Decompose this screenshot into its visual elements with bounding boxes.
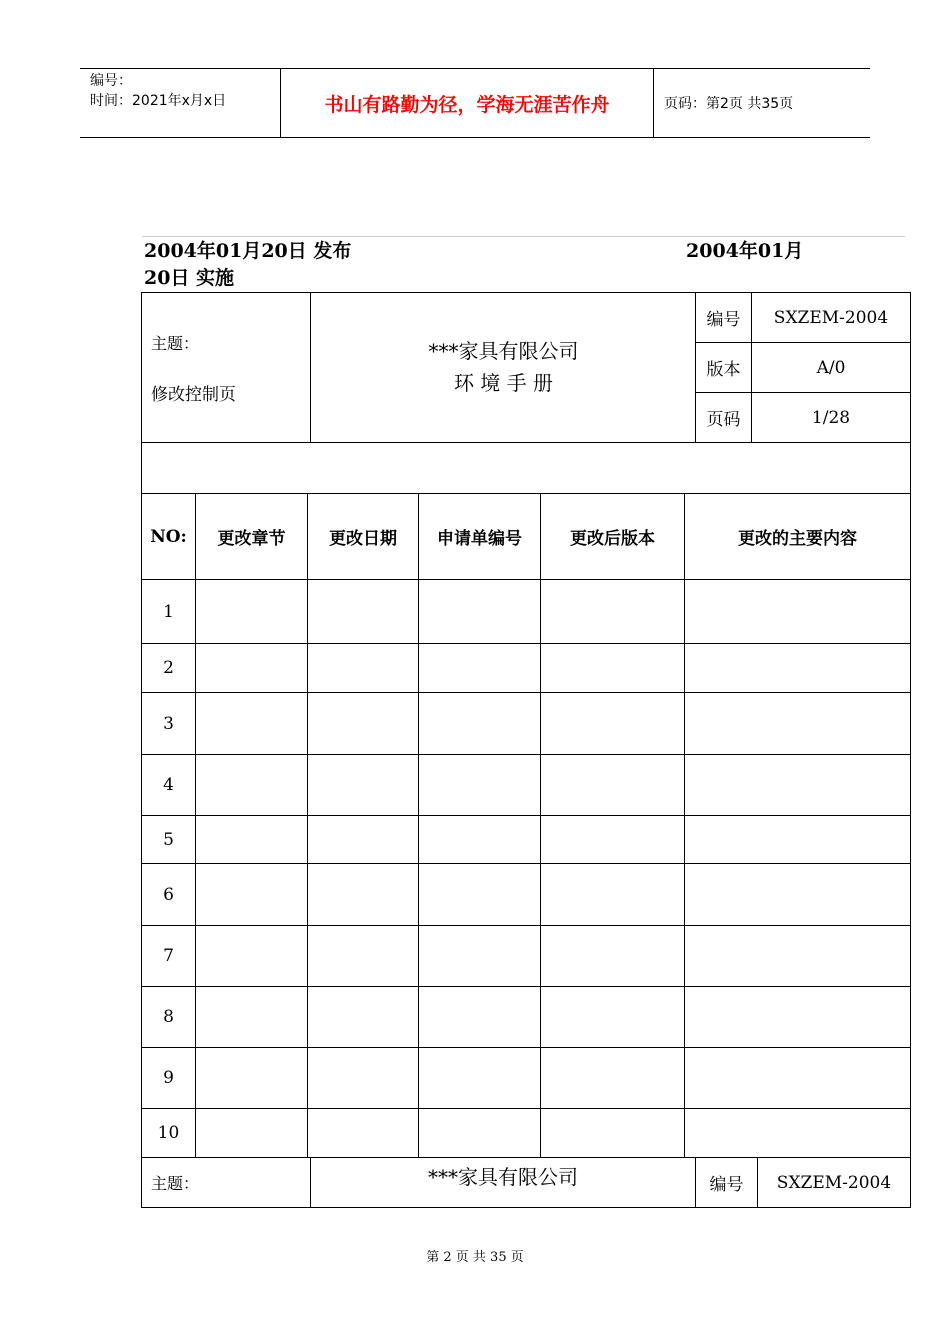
table-rule — [141, 1047, 911, 1048]
header-page-info: 页码：第2页 共35页 — [664, 96, 794, 112]
field-label-page: 页码 — [706, 410, 741, 430]
bottom-number-label: 编号 — [709, 1175, 744, 1195]
table-rule — [141, 815, 911, 816]
table-row-number: 4 — [163, 775, 174, 795]
field-value-page: 1/28 — [811, 407, 851, 428]
table-rule — [141, 1108, 911, 1109]
effective-date-part1: 2004年01月 — [686, 240, 804, 262]
table-rule — [141, 442, 911, 443]
table-border — [910, 292, 911, 1208]
table-rule — [141, 643, 911, 644]
table-rule — [141, 1207, 911, 1208]
document-title-block — [311, 292, 696, 442]
column-header: NO: — [150, 526, 187, 547]
subject-value: 修改控制页 — [151, 384, 236, 405]
company-name: ***家具有限公司 — [428, 339, 579, 363]
column-header: 更改日期 — [329, 529, 397, 549]
table-rule — [141, 692, 911, 693]
table-rule — [684, 493, 685, 1157]
table-row-number: 10 — [157, 1123, 180, 1143]
subject-label: 主题： — [151, 333, 200, 353]
page-header — [80, 68, 870, 138]
column-header: 申请单编号 — [437, 529, 522, 549]
field-value-version: A/0 — [816, 357, 846, 378]
header-slogan: 书山有路勤为径，学海无涯苦作舟 — [281, 69, 654, 137]
table-rule — [418, 493, 419, 1157]
manual-title: 环 境 手 册 — [453, 371, 554, 395]
table-rule — [307, 493, 308, 1157]
field-label-version: 版本 — [706, 360, 741, 380]
field-label-number: 编号 — [706, 310, 741, 330]
table-row-number: 2 — [163, 658, 174, 678]
table-rule — [141, 579, 911, 580]
header-number-label: 编号： — [90, 73, 132, 89]
divider — [142, 236, 905, 237]
field-value-number: SXZEM-2004 — [773, 307, 889, 328]
bottom-number-value: SXZEM-2004 — [776, 1172, 892, 1193]
page-footer: 第 2 页 共 35 页 — [426, 1250, 524, 1265]
table-row-number: 1 — [163, 601, 174, 622]
header-time: 时间：2021年x月x日 — [90, 93, 227, 109]
table-rule — [141, 925, 911, 926]
table-rule — [141, 754, 911, 755]
column-header: 更改后版本 — [570, 529, 655, 549]
column-header: 更改的主要内容 — [738, 529, 857, 549]
table-rule — [540, 493, 541, 1157]
table-row-number: 8 — [163, 1007, 174, 1027]
bottom-subject-label: 主题： — [151, 1174, 200, 1193]
table-row-number: 5 — [163, 829, 174, 850]
table-row-number: 6 — [163, 884, 174, 905]
effective-date-part2: 20日 实施 — [144, 267, 235, 289]
header-meta — [80, 69, 281, 137]
bottom-company-name: ***家具有限公司 — [428, 1165, 578, 1189]
table-row-number: 3 — [163, 713, 174, 734]
table-rule — [141, 863, 911, 864]
column-header: 更改章节 — [217, 529, 286, 549]
table-row-number: 9 — [163, 1068, 174, 1088]
issue-date: 2004年01月20日 发布 — [144, 240, 352, 262]
table-row-number: 7 — [163, 946, 174, 966]
table-rule — [141, 986, 911, 987]
table-rule — [195, 493, 196, 1157]
